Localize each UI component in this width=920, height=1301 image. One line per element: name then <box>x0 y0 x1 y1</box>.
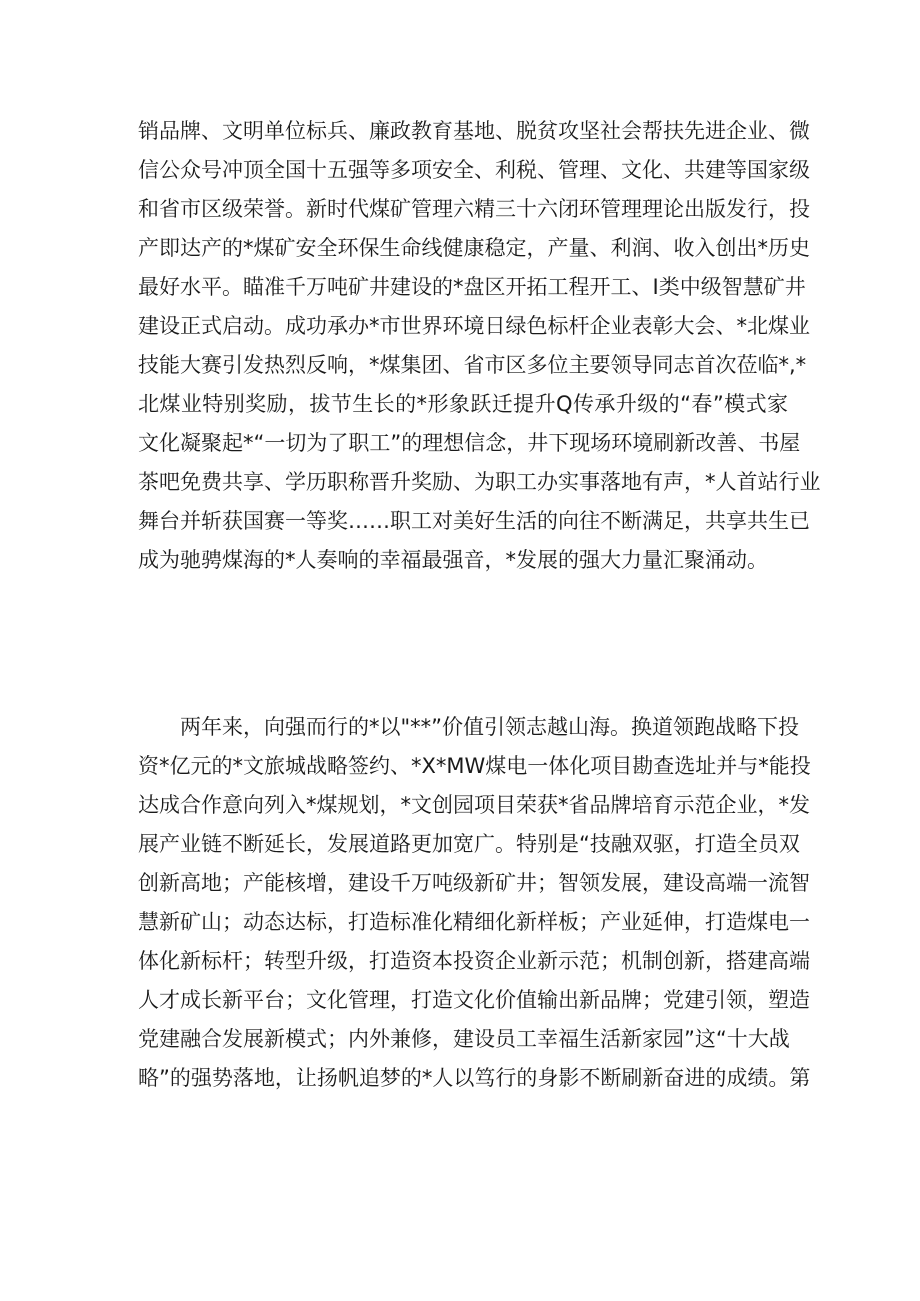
text-line: 两年来，向强而行的*以"**”价值引领志越山海。换道领跑战略下投 <box>138 715 800 739</box>
text-line: 北煤业特别奖励，拔节生长的*形象跃迁提升Q传承升级的“春”模式家 <box>138 392 788 416</box>
text-line: 产即达产的*煤矿安全环保生命线健康稳定，产量、利润、收入创出*历史 <box>138 236 810 260</box>
text-line: 最好水平。瞄准千万吨矿井建设的*盘区开拓工程开工、I类中级智慧矿井 <box>138 275 806 299</box>
text-line: 资*亿元的*文旅城战略签约、*X*MW煤电一体化项目勘查选址并与*能投 <box>138 754 811 778</box>
text-line: 文化凝聚起*“一切为了职工”的理想信念，井下现场环境刷新改善、书屋 <box>138 431 801 455</box>
text-line: 人才成长新平台；文化管理，打造文化价值输出新品牌；党建引领，塑造 <box>138 988 810 1012</box>
text-line: 和省市区级荣誉。新时代煤矿管理六精三十六闭环管理理论出版发行，投 <box>138 197 810 221</box>
text-line: 成为驰骋煤海的*人奏响的幸福最强音，*发展的强大力量汇聚涌动。 <box>138 548 768 572</box>
text-line: 展产业链不断延长，发展道路更加宽广。特别是“技融双驱，打造全员双 <box>138 832 800 856</box>
text-line: 建设正式启动。成功承办*市世界环境日绿色标杆企业表彰大会、*北煤业 <box>138 314 810 338</box>
text-line: 慧新矿山；动态达标，打造标准化精细化新样板；产业延伸，打造煤电一 <box>138 910 810 934</box>
text-line: 达成合作意向列入*煤规划，*文创园项目荣获*省品牌培育示范企业，*发 <box>138 793 810 817</box>
text-line: 创新高地；产能核增，建设千万吨级新矿井；智领发展，建设高端一流智 <box>138 871 810 895</box>
text-line: 略”的强势落地，让扬帆追梦的*人以笃行的身影不断刷新奋进的成绩。第 <box>138 1066 811 1090</box>
text-line: 舞台并斩获国赛一等奖……职工对美好生活的向往不断满足，共享共生已 <box>138 509 810 533</box>
text-line: 茶吧免费共享、学历职称晋升奖励、为职工办实事落地有声，*人首站行业 <box>138 470 821 494</box>
text-line: 体化新标杆；转型升级，打造资本投资企业新示范；机制创新，搭建高端 <box>138 949 810 973</box>
text-line: 党建融合发展新模式；内外兼修，建设员工幸福生活新家园”这“十大战 <box>138 1027 790 1051</box>
text-line: 信公众号冲顶全国十五强等多项安全、利税、管理、文化、共建等国家级 <box>138 158 810 182</box>
text-line: 技能大赛引发热烈反响，*煤集团、省市区多位主要领导同志首次莅临*,* <box>138 353 807 377</box>
paragraph-1 <box>138 112 821 580</box>
paragraph-2 <box>138 708 811 1098</box>
text-line: 销品牌、文明单位标兵、廉政教育基地、脱贫攻坚社会帮扶先进企业、微 <box>138 119 810 143</box>
